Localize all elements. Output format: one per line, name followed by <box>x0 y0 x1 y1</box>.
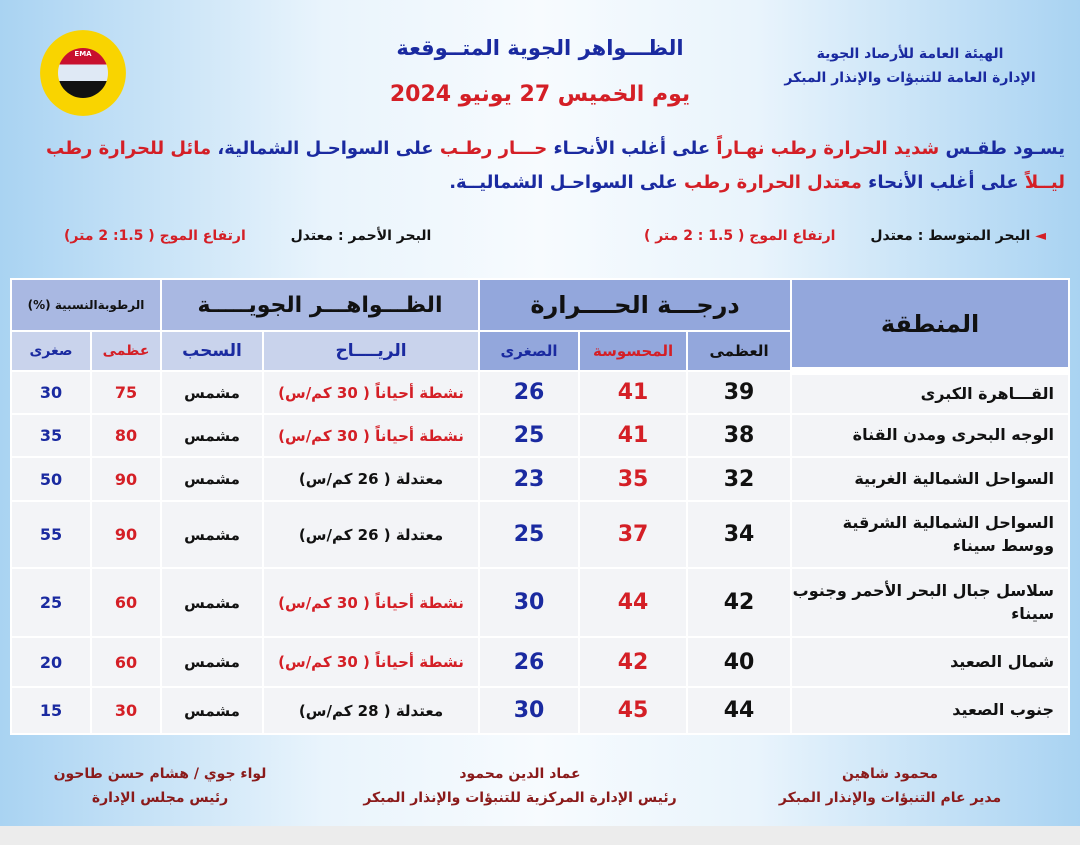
sea-med: ◄ البحر المتوسط : معتدل ارتفاع الموج ( 1.5 : 2 متر ) <box>643 228 1046 244</box>
summary-segment: على أغلب الأنحـاء <box>547 138 717 159</box>
col-phenomena: الظـــواهـــر الجويـــــة <box>161 279 479 331</box>
humidity-min-cell: 35 <box>11 414 91 457</box>
region-cell: سلاسل جبال البحر الأحمر وجنوب سيناء <box>791 568 1069 637</box>
region-cell: السواحل الشمالية الغربية <box>791 457 1069 501</box>
min-temp-cell: 23 <box>479 457 579 501</box>
col-max: العظمى <box>687 331 791 371</box>
col-wind: الريــــاح <box>263 331 479 371</box>
col-region: المنطقة <box>791 279 1069 371</box>
summary-segment: على السواحـل الشماليــة. <box>449 172 685 193</box>
signature-1: محمود شاهين مدير عام التنبؤات والإنذار المبكر <box>778 766 1002 806</box>
wind-cell: نشطة أحياناً ( 30 كم/س) <box>263 637 479 687</box>
humidity-min-cell: 55 <box>11 501 91 568</box>
humidity-max-cell: 60 <box>91 637 161 687</box>
min-temp-cell: 30 <box>479 687 579 734</box>
signature-3: لواء جوي / هشام حسن طاحون رئيس مجلس الإدارة <box>53 766 267 806</box>
wind-cell: معتدلة ( 28 كم/س) <box>263 687 479 734</box>
wind-cell: نشطة أحياناً ( 30 كم/س) <box>263 414 479 457</box>
humidity-max-cell: 80 <box>91 414 161 457</box>
humidity-max-cell: 90 <box>91 501 161 568</box>
humidity-min-cell: 30 <box>11 371 91 414</box>
clouds-cell: مشمس <box>161 371 263 414</box>
clouds-cell: مشمس <box>161 501 263 568</box>
max-temp-cell: 40 <box>687 637 791 687</box>
table-row <box>11 371 1069 414</box>
col-min: الصغرى <box>479 331 579 371</box>
summary-segment: على السواحـل الشمالية، <box>211 138 440 159</box>
org-name: الهيئة العامة للأرصاد الجوية <box>816 46 1004 62</box>
humidity-max-cell: 90 <box>91 457 161 501</box>
min-temp-cell: 25 <box>479 414 579 457</box>
table-row <box>11 457 1069 501</box>
col-temp: درجـــة الحــــرارة <box>479 279 791 331</box>
humidity-min-cell: 15 <box>11 687 91 734</box>
table-row <box>11 414 1069 457</box>
forecast-table <box>10 278 1070 735</box>
clouds-cell: مشمس <box>161 637 263 687</box>
arrow-left-icon: ◄ <box>1035 228 1046 244</box>
wind-cell: معتدلة ( 26 كم/س) <box>263 501 479 568</box>
feels-temp-cell: 44 <box>579 568 687 637</box>
feels-temp-cell: 41 <box>579 371 687 414</box>
min-temp-cell: 25 <box>479 501 579 568</box>
ema-logo: EMA <box>40 30 126 116</box>
max-temp-cell: 42 <box>687 568 791 637</box>
max-temp-cell: 44 <box>687 687 791 734</box>
bottom-bar <box>0 826 1080 845</box>
humidity-min-cell: 50 <box>11 457 91 501</box>
summary-segment: على أغلب الأنحاء <box>861 172 1025 193</box>
summary-segment: معتدل الحرارة رطب <box>684 172 862 193</box>
table-row <box>11 501 1069 568</box>
page-title: الظـــواهر الجوية المتــوقعة <box>396 36 684 60</box>
col-humidity: الرطوبةالنسبية (%) <box>11 279 161 331</box>
clouds-cell: مشمس <box>161 414 263 457</box>
max-temp-cell: 38 <box>687 414 791 457</box>
table-row <box>11 687 1069 734</box>
feels-temp-cell: 45 <box>579 687 687 734</box>
col-hum-max: عظمى <box>91 331 161 371</box>
table-row <box>11 637 1069 687</box>
feels-temp-cell: 35 <box>579 457 687 501</box>
dept-name: الإدارة العامة للتنبؤات والإنذار المبكر <box>784 70 1036 86</box>
humidity-max-cell: 75 <box>91 371 161 414</box>
feels-temp-cell: 37 <box>579 501 687 568</box>
feels-temp-cell: 42 <box>579 637 687 687</box>
col-clouds: السحب <box>161 331 263 371</box>
wind-cell: معتدلة ( 26 كم/س) <box>263 457 479 501</box>
region-cell: جنوب الصعيد <box>791 687 1069 734</box>
region-cell: السواحل الشمالية الشرقية ووسط سيناء <box>791 501 1069 568</box>
min-temp-cell: 30 <box>479 568 579 637</box>
sea-red: البحر الأحمر : معتدل ارتفاع الموج ( 1.5: 2 متر) <box>64 228 432 244</box>
min-temp-cell: 26 <box>479 637 579 687</box>
org-header <box>780 42 1040 90</box>
summary-text <box>20 132 1065 200</box>
feels-temp-cell: 41 <box>579 414 687 457</box>
signature-2: عماد الدين محمود رئيس الإدارة المركزية للتنبؤات والإنذار المبكر <box>363 766 677 806</box>
clouds-cell: مشمس <box>161 687 263 734</box>
humidity-max-cell: 30 <box>91 687 161 734</box>
clouds-cell: مشمس <box>161 568 263 637</box>
wind-cell: نشطة أحياناً ( 30 كم/س) <box>263 371 479 414</box>
forecast-date: يوم الخميس 27 يونيو 2024 <box>389 82 691 107</box>
humidity-min-cell: 25 <box>11 568 91 637</box>
region-cell: القـــاهرة الكبرى <box>791 371 1069 414</box>
max-temp-cell: 32 <box>687 457 791 501</box>
summary-segment: مائل للحرارة رطب ليــلاً <box>46 138 1065 193</box>
region-cell: الوجه البحرى ومدن القناة <box>791 414 1069 457</box>
humidity-max-cell: 60 <box>91 568 161 637</box>
clouds-cell: مشمس <box>161 457 263 501</box>
table-row <box>11 568 1069 637</box>
region-cell: شمال الصعيد <box>791 637 1069 687</box>
max-temp-cell: 39 <box>687 371 791 414</box>
humidity-min-cell: 20 <box>11 637 91 687</box>
min-temp-cell: 26 <box>479 371 579 414</box>
summary-segment: شديد الحرارة رطب نهـاراً <box>716 138 940 159</box>
summary-segment: حـــار رطـب <box>439 138 548 159</box>
col-feels: المحسوسة <box>579 331 687 371</box>
wind-cell: نشطة أحياناً ( 30 كم/س) <box>263 568 479 637</box>
max-temp-cell: 34 <box>687 501 791 568</box>
summary-segment: يسـود طقـس <box>939 138 1065 159</box>
col-hum-min: صغرى <box>11 331 91 371</box>
